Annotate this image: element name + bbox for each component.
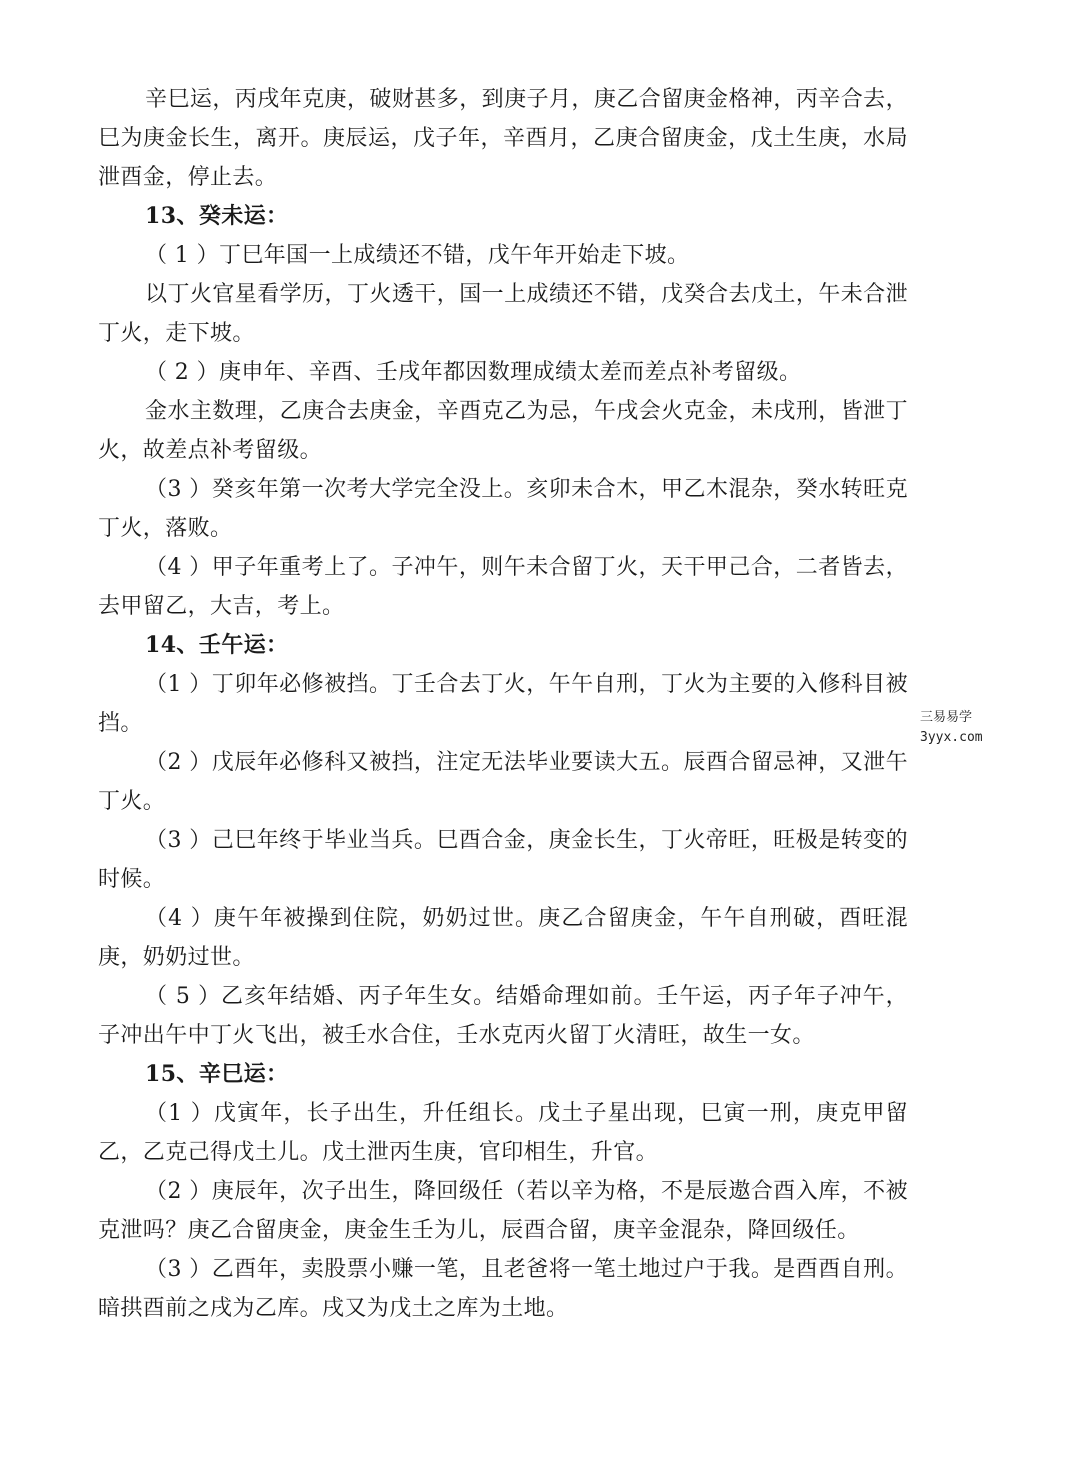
paragraph: （ 2 ）庚申年、辛酉、壬戌年都因数理成绩太差而差点补考留级。: [145, 360, 802, 385]
paragraph: （ 5 ）乙亥年结婚、丙子年生女。结婚命理如前。壬午运，丙子年子冲午，子冲出午中丁火飞出，被壬水合住，壬水克丙火留丁火清旺，故生一女。: [98, 984, 908, 1048]
watermark-url: 3yyx.com: [920, 730, 983, 745]
paragraph: （1 ）丁卯年必修被挡。丁壬合去丁火，午午自刑，丁火为主要的入修科目被挡。: [98, 672, 908, 736]
paragraph: （4 ）甲子年重考上了。子冲午，则午未合留丁火，天干甲己合，二者皆去，去甲留乙，大吉，考上。: [98, 555, 908, 619]
paragraph: （3 ）癸亥年第一次考大学完全没上。亥卯未合木，甲乙木混杂，癸水转旺克丁火，落败。: [98, 477, 908, 541]
paragraph: （3 ）己巳年终于毕业当兵。巳酉合金，庚金长生，丁火帝旺，旺极是转变的时候。: [98, 828, 908, 892]
section-heading: 14、壬午运：: [145, 632, 289, 658]
paragraph: （3 ）乙酉年，卖股票小赚一笔，且老爸将一笔土地过户于我。是酉酉自刑。暗拱酉前之戌为乙库。戌又为戊土之库为土地。: [98, 1257, 908, 1321]
section-heading: 15、辛巳运：: [145, 1061, 289, 1087]
paragraph: （4 ）庚午年被操到住院，奶奶过世。庚乙合留庚金，午午自刑破，酉旺混庚，奶奶过世。: [98, 906, 908, 970]
paragraph: 金水主数理，乙庚合去庚金，辛酉克乙为忌，午戌会火克金，未戌刑，皆泄丁火，故差点补考留级。: [98, 399, 908, 463]
section-heading: 13、癸未运：: [145, 203, 289, 229]
paragraph: （2 ）庚辰年，次子出生，降回级任（若以辛为格，不是辰遨合酉入库，不被克泄吗？庚乙合留庚金，庚金生壬为儿，辰酉合留，庚辛金混杂，降回级任。: [98, 1179, 908, 1243]
watermark-title: 三易易学: [920, 710, 973, 725]
paragraph: （2 ）戊辰年必修科又被挡，注定无法毕业要读大五。辰酉合留忌神，又泄午丁火。: [98, 750, 908, 814]
paragraph: 辛巳运，丙戌年克庚，破财甚多，到庚子月，庚乙合留庚金格神，丙辛合去，巳为庚金长生，离开。庚辰运，戊子年，辛酉月，乙庚合留庚金，戊土生庚，水局泄酉金，停止去。: [98, 87, 908, 190]
watermark: [920, 708, 1000, 748]
document-body: [98, 80, 908, 1328]
paragraph: （ 1 ）丁巳年国一上成绩还不错，戊午年开始走下坡。: [145, 243, 690, 268]
paragraph: （1 ）戊寅年，长子出生，升任组长。戊土子星出现，巳寅一刑，庚克甲留乙，乙克己得戊土儿。戊土泄丙生庚，官印相生，升官。: [98, 1101, 908, 1165]
paragraph: 以丁火官星看学历，丁火透干，国一上成绩还不错，戊癸合去戊土，午未合泄丁火，走下坡。: [98, 282, 908, 346]
